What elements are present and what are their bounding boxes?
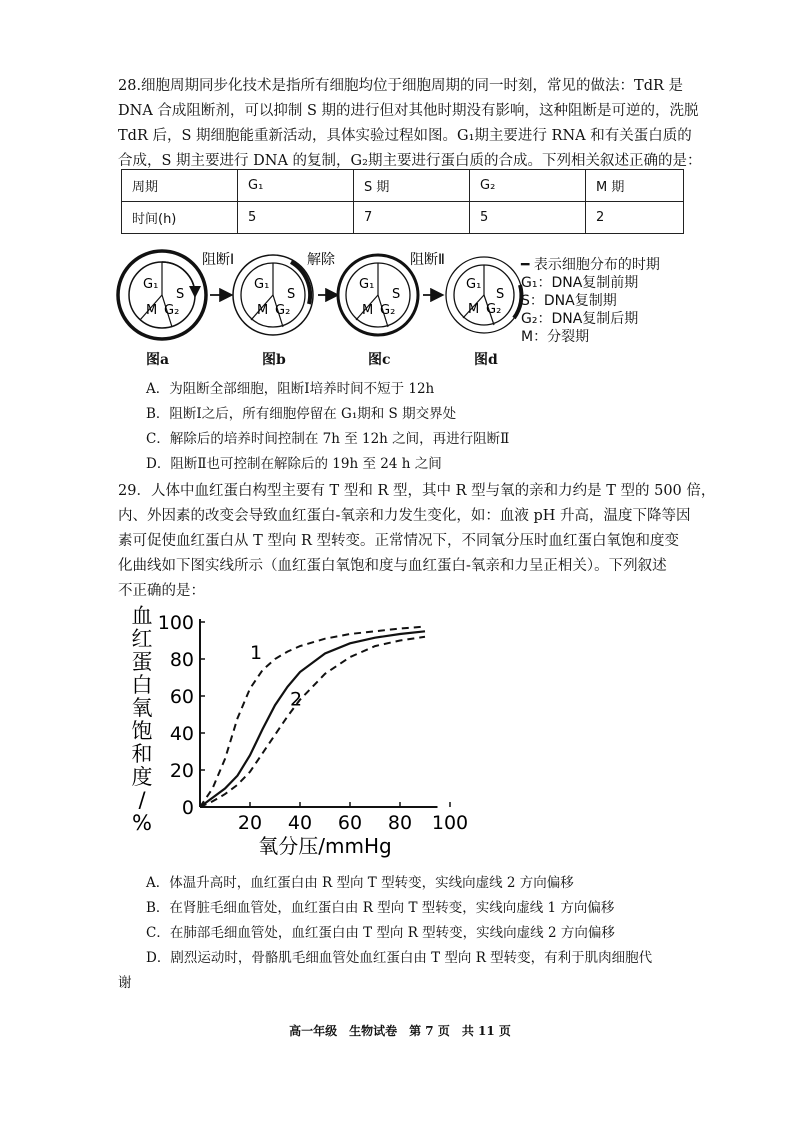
y-tick-label: 40: [169, 723, 194, 745]
table-cell: G₁: [238, 170, 354, 202]
q29-option-a: A．体温升高时，血红蛋白由 R 型向 T 型转变，实线向虚线 2 方向偏移: [146, 875, 574, 891]
q29-line: 不正确的是：: [118, 583, 205, 599]
table-cell: 5: [470, 202, 586, 234]
cell-cycle-figure: [110, 240, 530, 350]
phase-label: G₁: [254, 277, 270, 292]
phase-label: G₂: [164, 303, 180, 318]
figure-caption: 图b: [262, 352, 286, 368]
y-tick-label: 0: [181, 797, 194, 819]
table-cell: 5: [238, 202, 354, 234]
q28-line: TdR 后，S 期细胞能重新活动，具体实验过程如图。G₁期主要进行 RNA 和有关蛋白质的: [118, 128, 692, 144]
arrow-label: 阻断Ⅰ: [202, 252, 235, 268]
phase-label: S: [176, 287, 185, 302]
curve-label-2: 2: [290, 688, 303, 711]
y-axis-label-char: 红: [131, 627, 153, 651]
phase-label: G₁: [359, 277, 375, 292]
phase-label: G₂: [486, 302, 502, 317]
x-tick-label: 60: [337, 812, 363, 834]
y-tick-label: 80: [169, 649, 194, 671]
figure-caption: 图a: [146, 352, 170, 368]
y-axis-label-char: 血: [131, 605, 153, 628]
phase-label: M: [257, 303, 269, 318]
q29-option-b: B．在肾脏毛细血管处，血红蛋白由 R 型向 T 型转变，实线向虚线 1 方向偏移: [146, 900, 615, 916]
x-tick-label: 40: [287, 812, 313, 834]
table-cell: G₂: [470, 170, 586, 202]
legend-item: G₁：DNA复制前期: [521, 275, 639, 291]
phase-label: G₁: [466, 277, 482, 292]
table-cell: 7: [354, 202, 470, 234]
q29-stem: [118, 479, 716, 604]
legend-item: G₂：DNA复制后期: [521, 311, 639, 327]
y-axis-label-char: 蛋: [131, 650, 153, 674]
legend-item: S：DNA复制期: [521, 293, 617, 309]
q28-line: 28.细胞周期同步化技术是指所有细胞均位于细胞周期的同一时刻，常见的做法：TdR 是: [118, 78, 684, 94]
q29-line: 29．人体中血红蛋白构型主要有 T 型和 R 型，其中 R 型与氧的亲和力约是 T 型的 500 倍，: [118, 483, 716, 499]
x-axis-label: 氧分压/mmHg: [258, 834, 392, 858]
q28-line: DNA 合成阻断剂，可以抑制 S 期的进行但对其他时期没有影响，这种阻断是可逆的，洗脱: [118, 103, 699, 119]
q28-option-c: C．解除后的培养时间控制在 7h 至 12h 之间，再进行阻断Ⅱ: [146, 431, 510, 447]
cycle-diagram-d: [446, 257, 522, 333]
y-axis-label-char: /: [138, 788, 146, 812]
q28-option-b: B．阻断Ⅰ之后，所有细胞停留在 G₁期和 S 期交界处: [146, 406, 457, 422]
figure-caption: 图c: [368, 352, 391, 368]
cell-cycle-table: [121, 169, 684, 234]
x-tick-label: 20: [237, 812, 263, 834]
x-tick-label: 100: [431, 812, 469, 834]
cycle-diagram-a: [118, 251, 206, 339]
figure-caption: 图d: [474, 352, 498, 368]
table-header-row: [122, 170, 684, 202]
phase-label: G₁: [143, 277, 159, 292]
legend-item: ━ 表示细胞分布的时期: [521, 257, 660, 273]
y-tick-label: 60: [169, 686, 194, 708]
q28-line: 合成，S 期主要进行 DNA 的复制，G₂期主要进行蛋白质的合成。下列相关叙述正确的是：: [118, 153, 702, 169]
phase-label: S: [496, 287, 505, 302]
page-footer: 高一年级 生物试卷 第 7 页 共 11 页: [289, 1024, 511, 1038]
phase-label: S: [392, 287, 401, 302]
table-row: [122, 202, 684, 234]
phase-label: G₂: [380, 303, 396, 318]
y-axis-label-char: 氧: [131, 696, 153, 720]
y-tick-label: 100: [157, 612, 194, 634]
q29-option-d-continued: 谢: [118, 975, 132, 991]
phase-label: S: [287, 287, 296, 302]
phase-label: G₂: [275, 303, 291, 318]
table-cell: S 期: [354, 170, 470, 202]
q28-stem: [118, 74, 702, 174]
y-axis-label-char: 度: [131, 765, 153, 789]
oxygen-saturation-chart: [120, 605, 480, 865]
phase-label: M: [146, 303, 158, 318]
y-axis-label-char: 白: [131, 673, 153, 697]
table-cell: 周期: [122, 170, 238, 202]
series-line-实线: [200, 631, 425, 807]
y-axis-label-char: 饱: [131, 719, 153, 743]
cycle-diagram-c: [338, 255, 418, 335]
y-axis-label-char: %: [132, 811, 152, 835]
table-cell: M 期: [586, 170, 684, 202]
legend-item: M：分裂期: [521, 329, 590, 345]
phase-label: M: [468, 302, 480, 317]
q29-option-c: C．在肺部毛细血管处，血红蛋白由 T 型向 R 型转变，实线向虚线 2 方向偏移: [146, 925, 615, 941]
q29-line: 化曲线如下图实线所示（血红蛋白氧饱和度与血红蛋白-氧亲和力呈正相关）。下列叙述: [118, 558, 667, 574]
arrow-label: 解除: [307, 252, 335, 268]
q29-line: 素可促使血红蛋白从 T 型向 R 型转变。正常情况下，不同氧分压时血红蛋白氧饱和度变: [118, 533, 680, 549]
table-cell: 时间(h): [122, 202, 238, 234]
q29-option-d: D．剧烈运动时，骨骼肌毛细血管处血红蛋白由 T 型向 R 型转变，有利于肌肉细胞代: [146, 950, 653, 966]
arrow-label: 阻断Ⅱ: [410, 252, 445, 268]
phase-label: M: [362, 303, 374, 318]
cycle-diagram-b: [233, 255, 313, 335]
table-cell: 2: [586, 202, 684, 234]
curve-label-1: 1: [250, 642, 263, 664]
y-tick-label: 20: [169, 760, 194, 782]
y-axis-label-char: 和: [131, 742, 153, 766]
q29-line: 内、外因素的改变会导致血红蛋白-氧亲和力发生变化，如：血液 pH 升高，温度下降等因: [118, 508, 691, 524]
q28-option-a: A．为阻断全部细胞，阻断Ⅰ培养时间不短于 12h: [146, 381, 435, 397]
x-tick-label: 80: [387, 812, 413, 834]
q28-option-d: D．阻断Ⅱ也可控制在解除后的 19h 至 24 h 之间: [146, 456, 442, 472]
